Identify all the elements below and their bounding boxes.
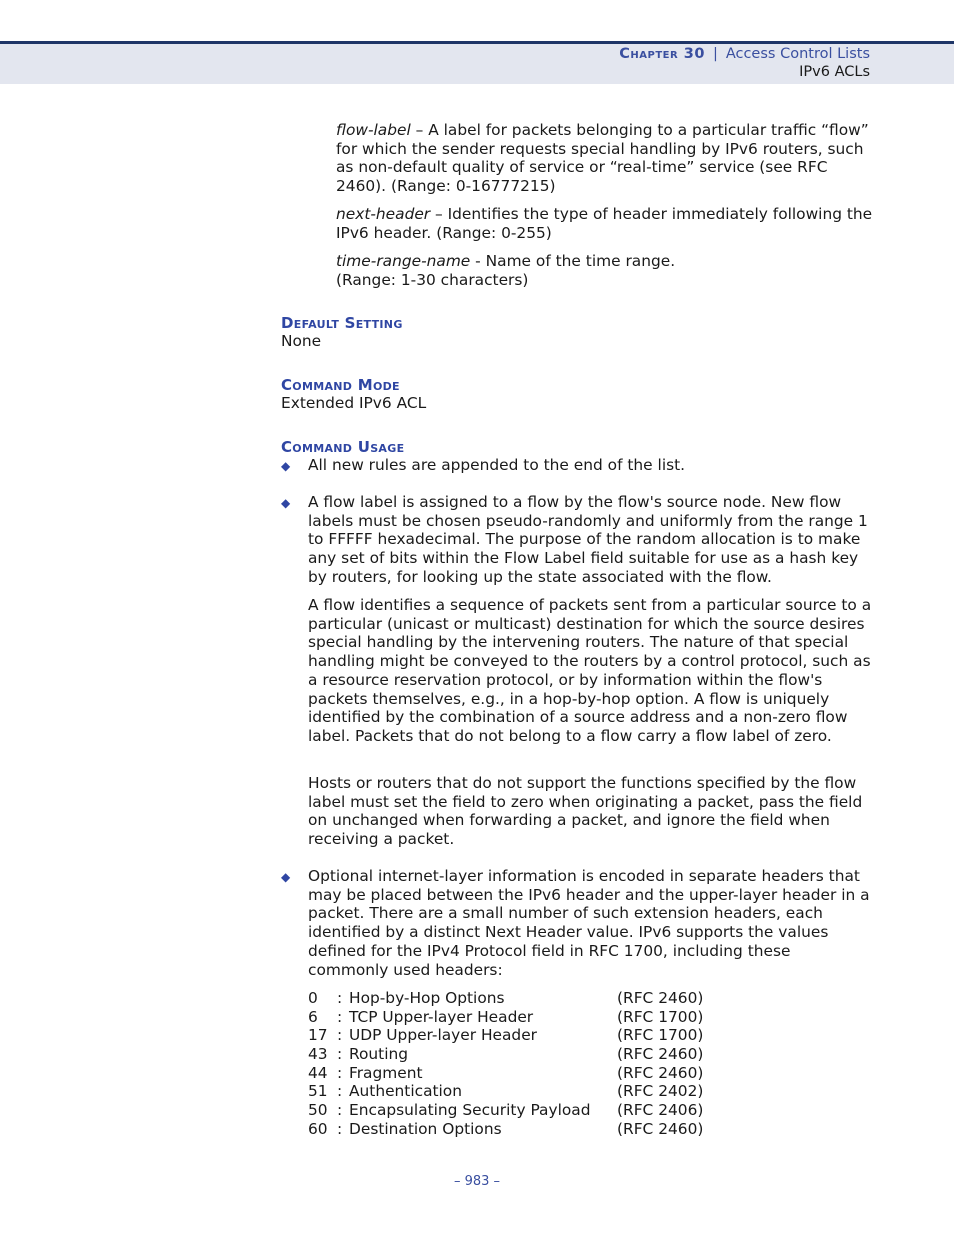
row-colon: : (337, 989, 343, 1007)
row-colon: : (337, 1119, 343, 1138)
param-desc: – Identifies the type of header immediately following the IPv6 header. (Range: 0-255) (336, 205, 873, 242)
param-flow-label (336, 121, 876, 196)
default-setting-heading: Default Setting (281, 314, 403, 332)
row-colon: : (337, 1101, 343, 1120)
header-number: 43 (308, 1045, 328, 1064)
command-mode-value: Extended IPv6 ACL (281, 394, 427, 412)
header-number: 51 (308, 1082, 328, 1101)
chapter-title: Access Control Lists (725, 46, 870, 62)
header-number: 17 (308, 1026, 328, 1045)
header-number: 44 (308, 1063, 328, 1082)
header-name: Authentication (349, 1082, 462, 1101)
running-header (619, 45, 870, 64)
header-name: UDP Upper-layer Header (349, 1026, 538, 1045)
param-term: next-header (336, 205, 431, 223)
param-range: (Range: 1-30 characters) (336, 270, 529, 289)
bullet-diamond-icon: ◆ (281, 870, 291, 884)
header-rfc: (RFC 1700) (617, 1026, 704, 1045)
usage-bullet-2: A flow label is assigned to a flow by the flow's source node. New flow labels must be chosen pseudo-randomly and uniformly from the range 1 to FFFFF hexadecimal. The purpose of the random allocation is to make any set of bits within the Flow Label field suitable for use as a hash key by routers, for looking up the state associated with the flow. (308, 493, 868, 586)
param-term: flow-label (336, 121, 411, 139)
header-rfc: (RFC 2460) (617, 1045, 704, 1064)
usage-bullet-2-para-2: A flow identifies a sequence of packets sent from a particular source to a particular (unicast or multicast) destination for which the source desires special handling by the intervening routers. The nature of that special handling might be conveyed to the routers by a control protocol, such as a resource reservation protocol, or by information within the flow's packets themselves, e.g., in a hop-by-hop option. A flow is uniquely identified by the combination of a source address and a non-zero flow label. Packets that do not belong to a flow carry a flow label of zero. (308, 596, 872, 745)
header-rfc: (RFC 2460) (617, 1063, 704, 1082)
header-rfc: (RFC 2402) (617, 1082, 704, 1101)
page-number: – 983 – (453, 1174, 501, 1189)
bullet-diamond-icon: ◆ (281, 496, 291, 510)
row-colon: : (337, 1082, 343, 1101)
header-number: 0 (308, 989, 318, 1007)
row-colon: : (337, 1007, 343, 1026)
usage-bullet-2-para-3: Hosts or routers that do not support the functions specified by the flow label must set the field to zero when originating a packet, pass the field on unchanged when forwarding a packet, and ignore the field when receiving a packet. (308, 774, 863, 849)
row-colon: : (337, 1063, 343, 1082)
header-number: 50 (308, 1101, 328, 1120)
header-separator: | (712, 46, 718, 62)
header-rfc: (RFC 2460) (617, 1119, 704, 1138)
header-number: 6 (308, 1007, 318, 1026)
row-colon: : (337, 1045, 343, 1064)
header-rfc: (RFC 1700) (617, 1007, 704, 1026)
chapter-label: Chapter 30 (619, 46, 705, 62)
usage-bullet-3: Optional internet-layer information is encoded in separate headers that may be placed between the IPv6 header and the upper-layer header in a packet. There are a small number of such extension headers, each identified by a distinct Next Header value. IPv6 supports the values defined for the IPv4 Protocol field in RFC 1700, including these commonly used headers: (308, 867, 870, 979)
default-setting-value: None (281, 332, 322, 350)
header-rfc: (RFC 2460) (617, 989, 704, 1007)
header-number: 60 (308, 1119, 328, 1138)
command-usage-heading: Command Usage (281, 438, 405, 456)
bullet-diamond-icon: ◆ (281, 459, 291, 473)
row-colon: : (337, 1026, 343, 1045)
param-desc: - Name of the time range. (470, 252, 676, 270)
section-label: IPv6 ACLs (799, 64, 870, 80)
command-mode-heading: Command Mode (281, 376, 400, 394)
header-name: Hop-by-Hop Options (349, 989, 505, 1007)
param-time-range-name (336, 252, 876, 289)
header-rfc: (RFC 2406) (617, 1101, 704, 1120)
usage-bullet-1: All new rules are appended to the end of the list. (308, 456, 686, 474)
header-name: Destination Options (349, 1119, 502, 1138)
header-name: TCP Upper-layer Header (349, 1007, 534, 1026)
param-term: time-range-name (336, 252, 471, 270)
param-desc: – A label for packets belonging to a particular traffic “flow” for which the sender requests special handling by IPv6 routers, such as non-default quality of service or “real-time” service (see RFC 2460). (Range: 0-16777215) (336, 121, 869, 196)
header-name: Routing (349, 1045, 409, 1064)
header-name: Encapsulating Security Payload (349, 1101, 591, 1120)
param-next-header (336, 205, 876, 242)
header-name: Fragment (349, 1063, 423, 1082)
